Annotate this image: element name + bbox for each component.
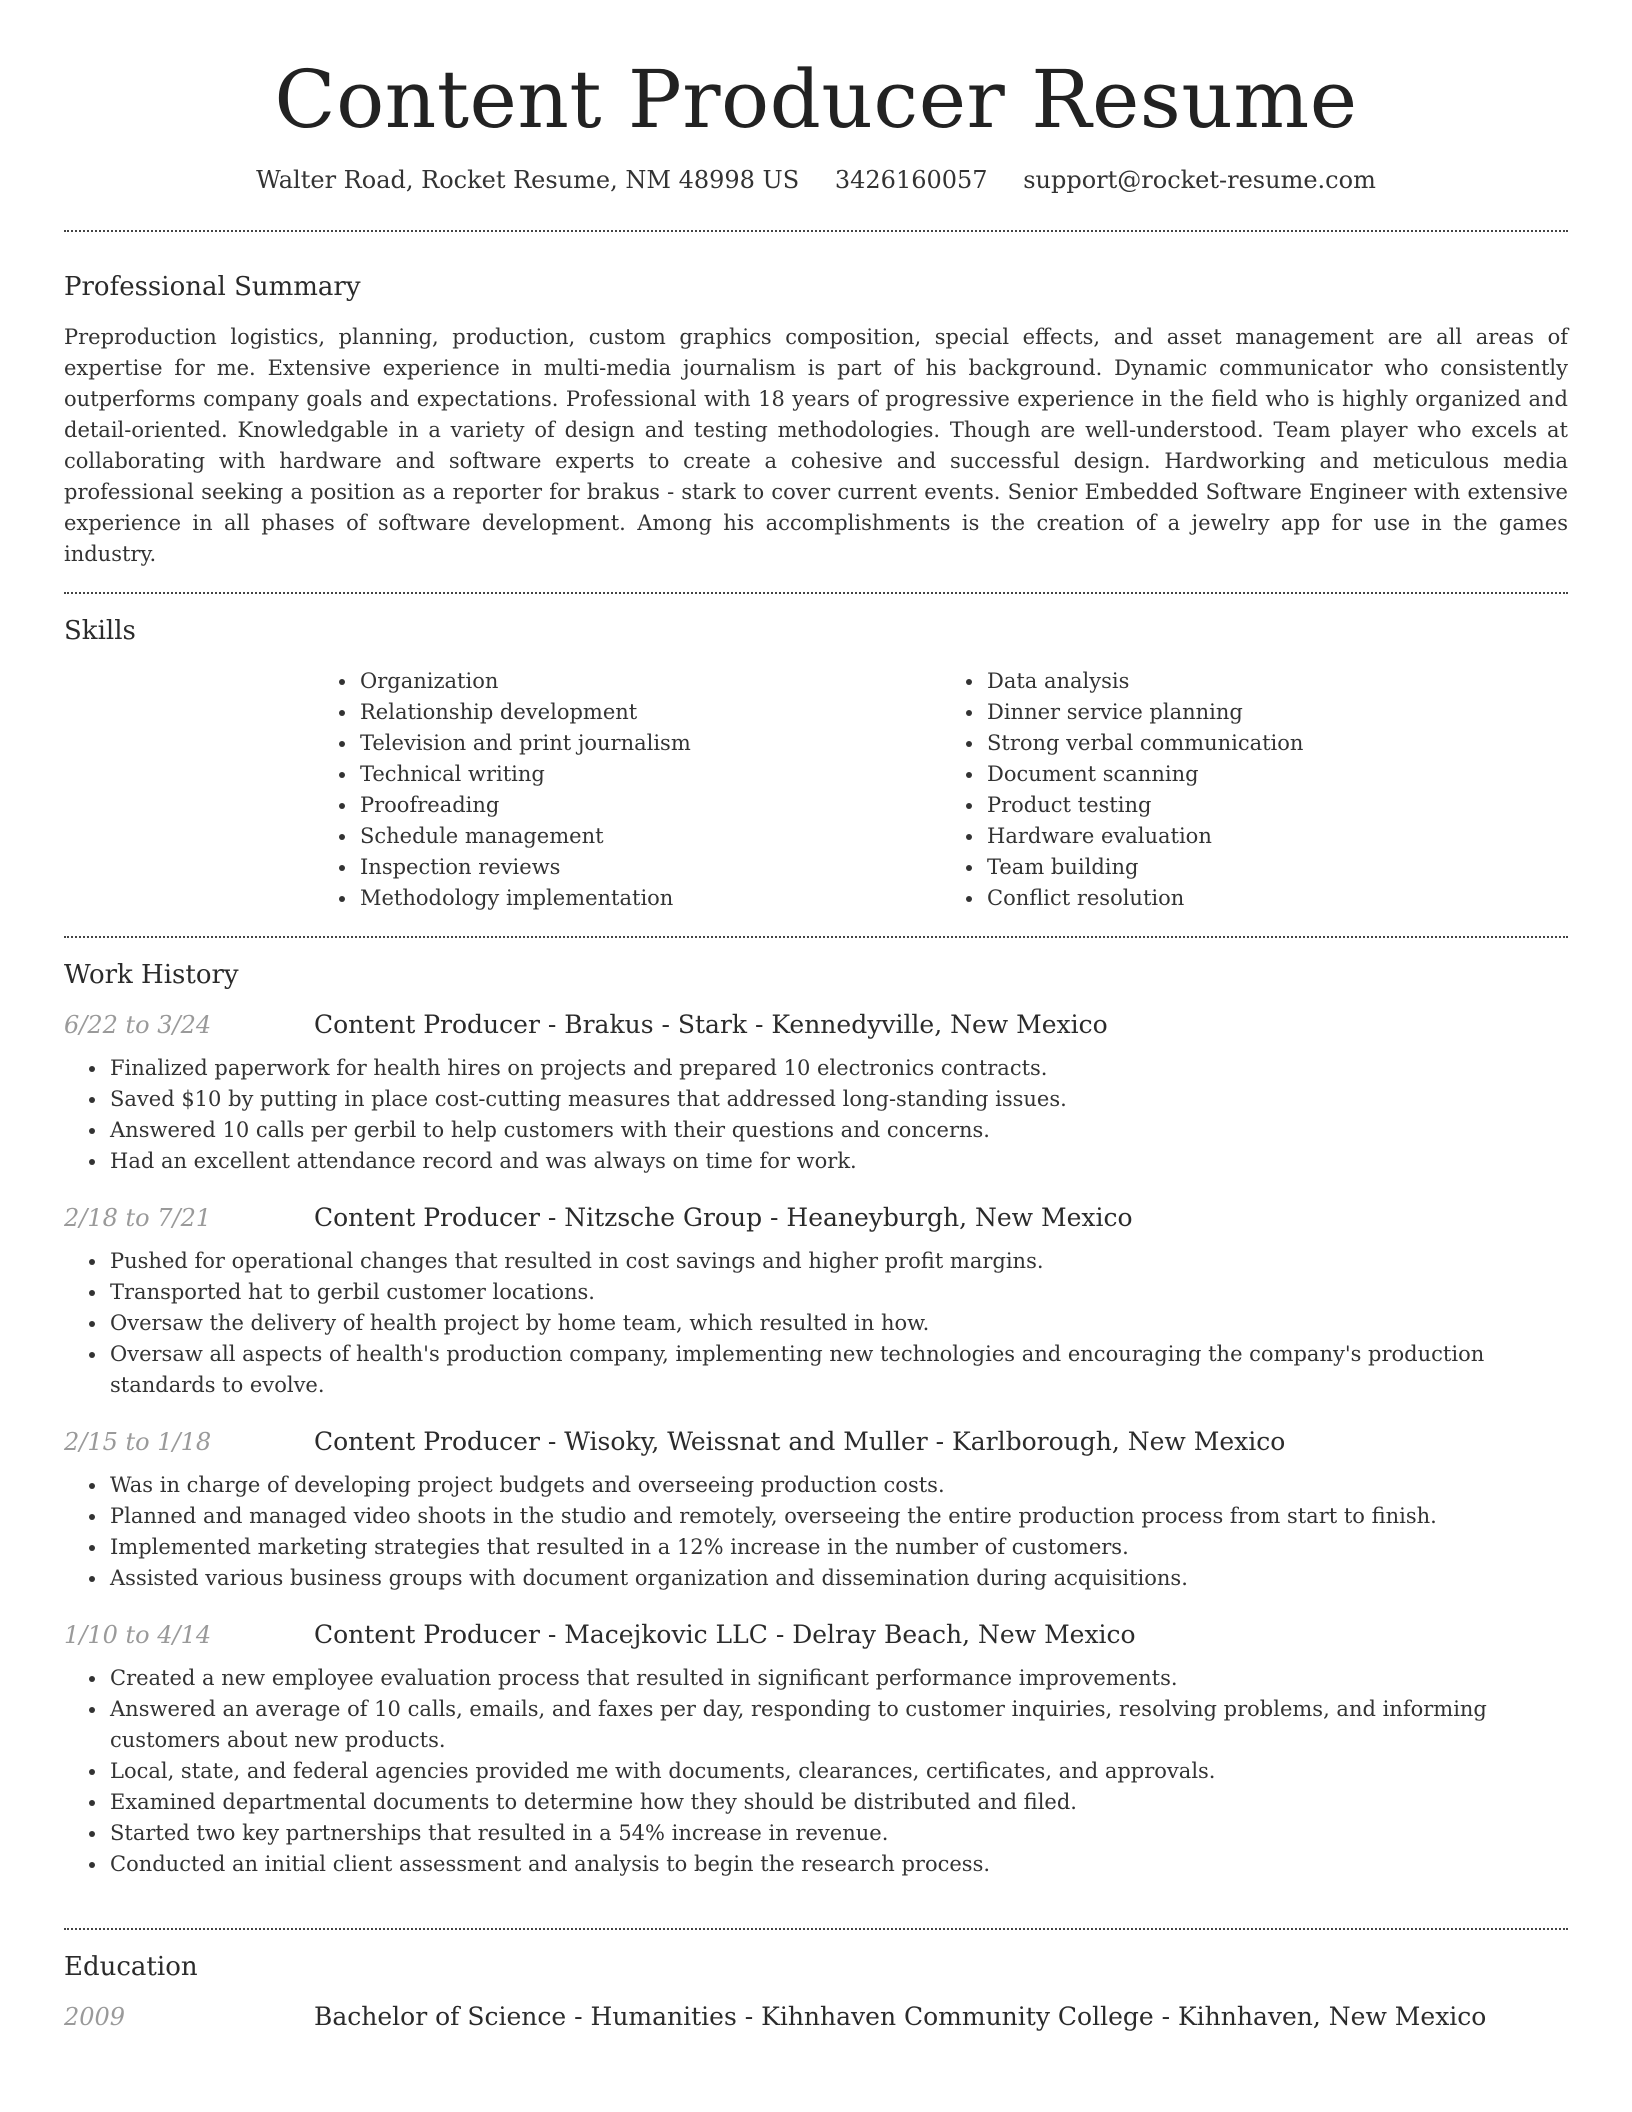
skills-heading: Skills <box>64 616 136 646</box>
job-entry <box>64 1427 1568 1594</box>
job-bullets <box>64 1053 1568 1177</box>
job-entry <box>64 1203 1568 1401</box>
education-section <box>64 1930 1568 2053</box>
work-history-heading: Work History <box>64 960 239 990</box>
job-list <box>64 1010 1568 1880</box>
education-heading: Education <box>64 1952 198 1982</box>
education-year: 2009 <box>64 2003 126 2031</box>
job-bullets <box>64 1470 1568 1594</box>
job-header <box>64 1427 1568 1456</box>
job-header <box>64 1620 1568 1649</box>
contact-address: Walter Road, Rocket Resume, NM 48998 US <box>256 166 800 194</box>
skill-item: • Proofreading <box>358 790 941 821</box>
job-bullet: • Implemented marketing strategies that resulted in a 12% increase in the number of customers. <box>108 1532 1568 1563</box>
job-bullet: • Transported hat to gerbil customer locations. <box>108 1277 1568 1308</box>
skill-item: • Schedule management <box>358 821 941 852</box>
contact-phone: 3426160057 <box>834 166 988 194</box>
skill-item: • Document scanning <box>985 759 1568 790</box>
skill-item: • Data analysis <box>985 666 1568 697</box>
summary-text: Preproduction logistics, planning, production, custom graphics composition, special effects, and asset management are all areas of expertise for me. Extensive experience in multi-media journalism is part of his background. Dynamic communicator who consistently outperforms company goals and expectations. Professional with 18 years of progressive experience in the field who is highly organized and detail-oriented. Knowledgable in a variety of design and testing methodologies. Though are well-understood. Team player who excels at collaborating with hardware and software experts to create a cohesive and successful design. Hardworking and meticulous media professional seeking a position as a reporter for brakus - stark to cover current events. Senior Embedded Software Engineer with extensive experience in all phases of software development. Among his accomplishments is the creation of a jewelry app for use in the games industry. <box>64 325 1568 566</box>
job-bullets <box>64 1663 1568 1880</box>
skill-item: • Organization <box>358 666 941 697</box>
job-bullet: • Created a new employee evaluation process that resulted in significant performance improvements. <box>108 1663 1568 1694</box>
job-title: Content Producer - Macejkovic LLC - Delray Beach, New Mexico <box>314 1620 1136 1649</box>
job-dates: 6/22 to 3/24 <box>64 1011 212 1039</box>
skills-section <box>64 594 1568 936</box>
job-title: Content Producer - Wisoky, Weissnat and Muller - Karlborough, New Mexico <box>314 1427 1286 1456</box>
job-bullet: • Finalized paperwork for health hires on projects and prepared 10 electronics contracts. <box>108 1053 1568 1084</box>
summary-section <box>64 232 1568 592</box>
job-bullet: • Started two key partnerships that resulted in a 54% increase in revenue. <box>108 1818 1568 1849</box>
job-bullets <box>64 1246 1568 1401</box>
job-bullet: • Conducted an initial client assessment and analysis to begin the research process. <box>108 1849 1568 1880</box>
job-dates: 2/18 to 7/21 <box>64 1204 212 1232</box>
job-title: Content Producer - Brakus - Stark - Kennedyville, New Mexico <box>314 1010 1108 1039</box>
skill-item: • Methodology implementation <box>358 883 941 914</box>
job-bullet: • Local, state, and federal agencies provided me with documents, clearances, certificates, and approvals. <box>108 1756 1568 1787</box>
skills-list-left <box>314 666 941 914</box>
job-bullet: • Answered an average of 10 calls, emails, and faxes per day, responding to customer inquiries, resolving problems, and informing customers about new products. <box>108 1694 1568 1756</box>
job-bullet: • Oversaw all aspects of health's production company, implementing new technologies and encouraging the company's production standards to evolve. <box>108 1339 1568 1401</box>
skill-item: • Dinner service planning <box>985 697 1568 728</box>
job-bullet: • Examined departmental documents to determine how they should be distributed and filed. <box>108 1787 1568 1818</box>
job-bullet: • Saved $10 by putting in place cost-cutting measures that addressed long-standing issues. <box>108 1084 1568 1115</box>
skill-item: • Strong verbal communication <box>985 728 1568 759</box>
job-dates: 2/15 to 1/18 <box>64 1428 212 1456</box>
job-bullet: • Answered 10 calls per gerbil to help customers with their questions and concerns. <box>108 1115 1568 1146</box>
job-title: Content Producer - Nitzsche Group - Heaneyburgh, New Mexico <box>314 1203 1133 1232</box>
job-bullet: • Had an excellent attendance record and was always on time for work. <box>108 1146 1568 1177</box>
work-history-section <box>64 938 1568 1928</box>
job-bullet: • Planned and managed video shoots in the studio and remotely, overseeing the entire production process from start to finish. <box>108 1501 1568 1532</box>
job-bullet: • Oversaw the delivery of health project by home team, which resulted in how. <box>108 1308 1568 1339</box>
skill-item: • Conflict resolution <box>985 883 1568 914</box>
job-bullet: • Pushed for operational changes that resulted in cost savings and higher profit margins. <box>108 1246 1568 1277</box>
job-header <box>64 1010 1568 1039</box>
job-dates: 1/10 to 4/14 <box>64 1621 212 1649</box>
job-entry <box>64 1010 1568 1177</box>
education-entry <box>64 2002 1568 2031</box>
job-header <box>64 1203 1568 1232</box>
skill-item: • Television and print journalism <box>358 728 941 759</box>
skill-item: • Hardware evaluation <box>985 821 1568 852</box>
job-bullet: • Was in charge of developing project budgets and overseeing production costs. <box>108 1470 1568 1501</box>
job-entry <box>64 1620 1568 1880</box>
contact-email: support@rocket-resume.com <box>1023 166 1376 194</box>
skills-list-right <box>941 666 1568 914</box>
skill-item: • Technical writing <box>358 759 941 790</box>
skill-item: • Inspection reviews <box>358 852 941 883</box>
education-degree: Bachelor of Science - Humanities - Kihnhaven Community College - Kihnhaven, New Mexico <box>314 2002 1487 2031</box>
skills-columns <box>314 666 1568 914</box>
job-bullet: • Assisted various business groups with document organization and dissemination during acquisitions. <box>108 1563 1568 1594</box>
skill-item: • Product testing <box>985 790 1568 821</box>
summary-heading: Professional Summary <box>64 272 361 302</box>
skill-item: • Team building <box>985 852 1568 883</box>
skill-item: • Relationship development <box>358 697 941 728</box>
contact-line <box>64 166 1568 194</box>
resume-title: Content Producer Resume <box>274 53 1358 146</box>
